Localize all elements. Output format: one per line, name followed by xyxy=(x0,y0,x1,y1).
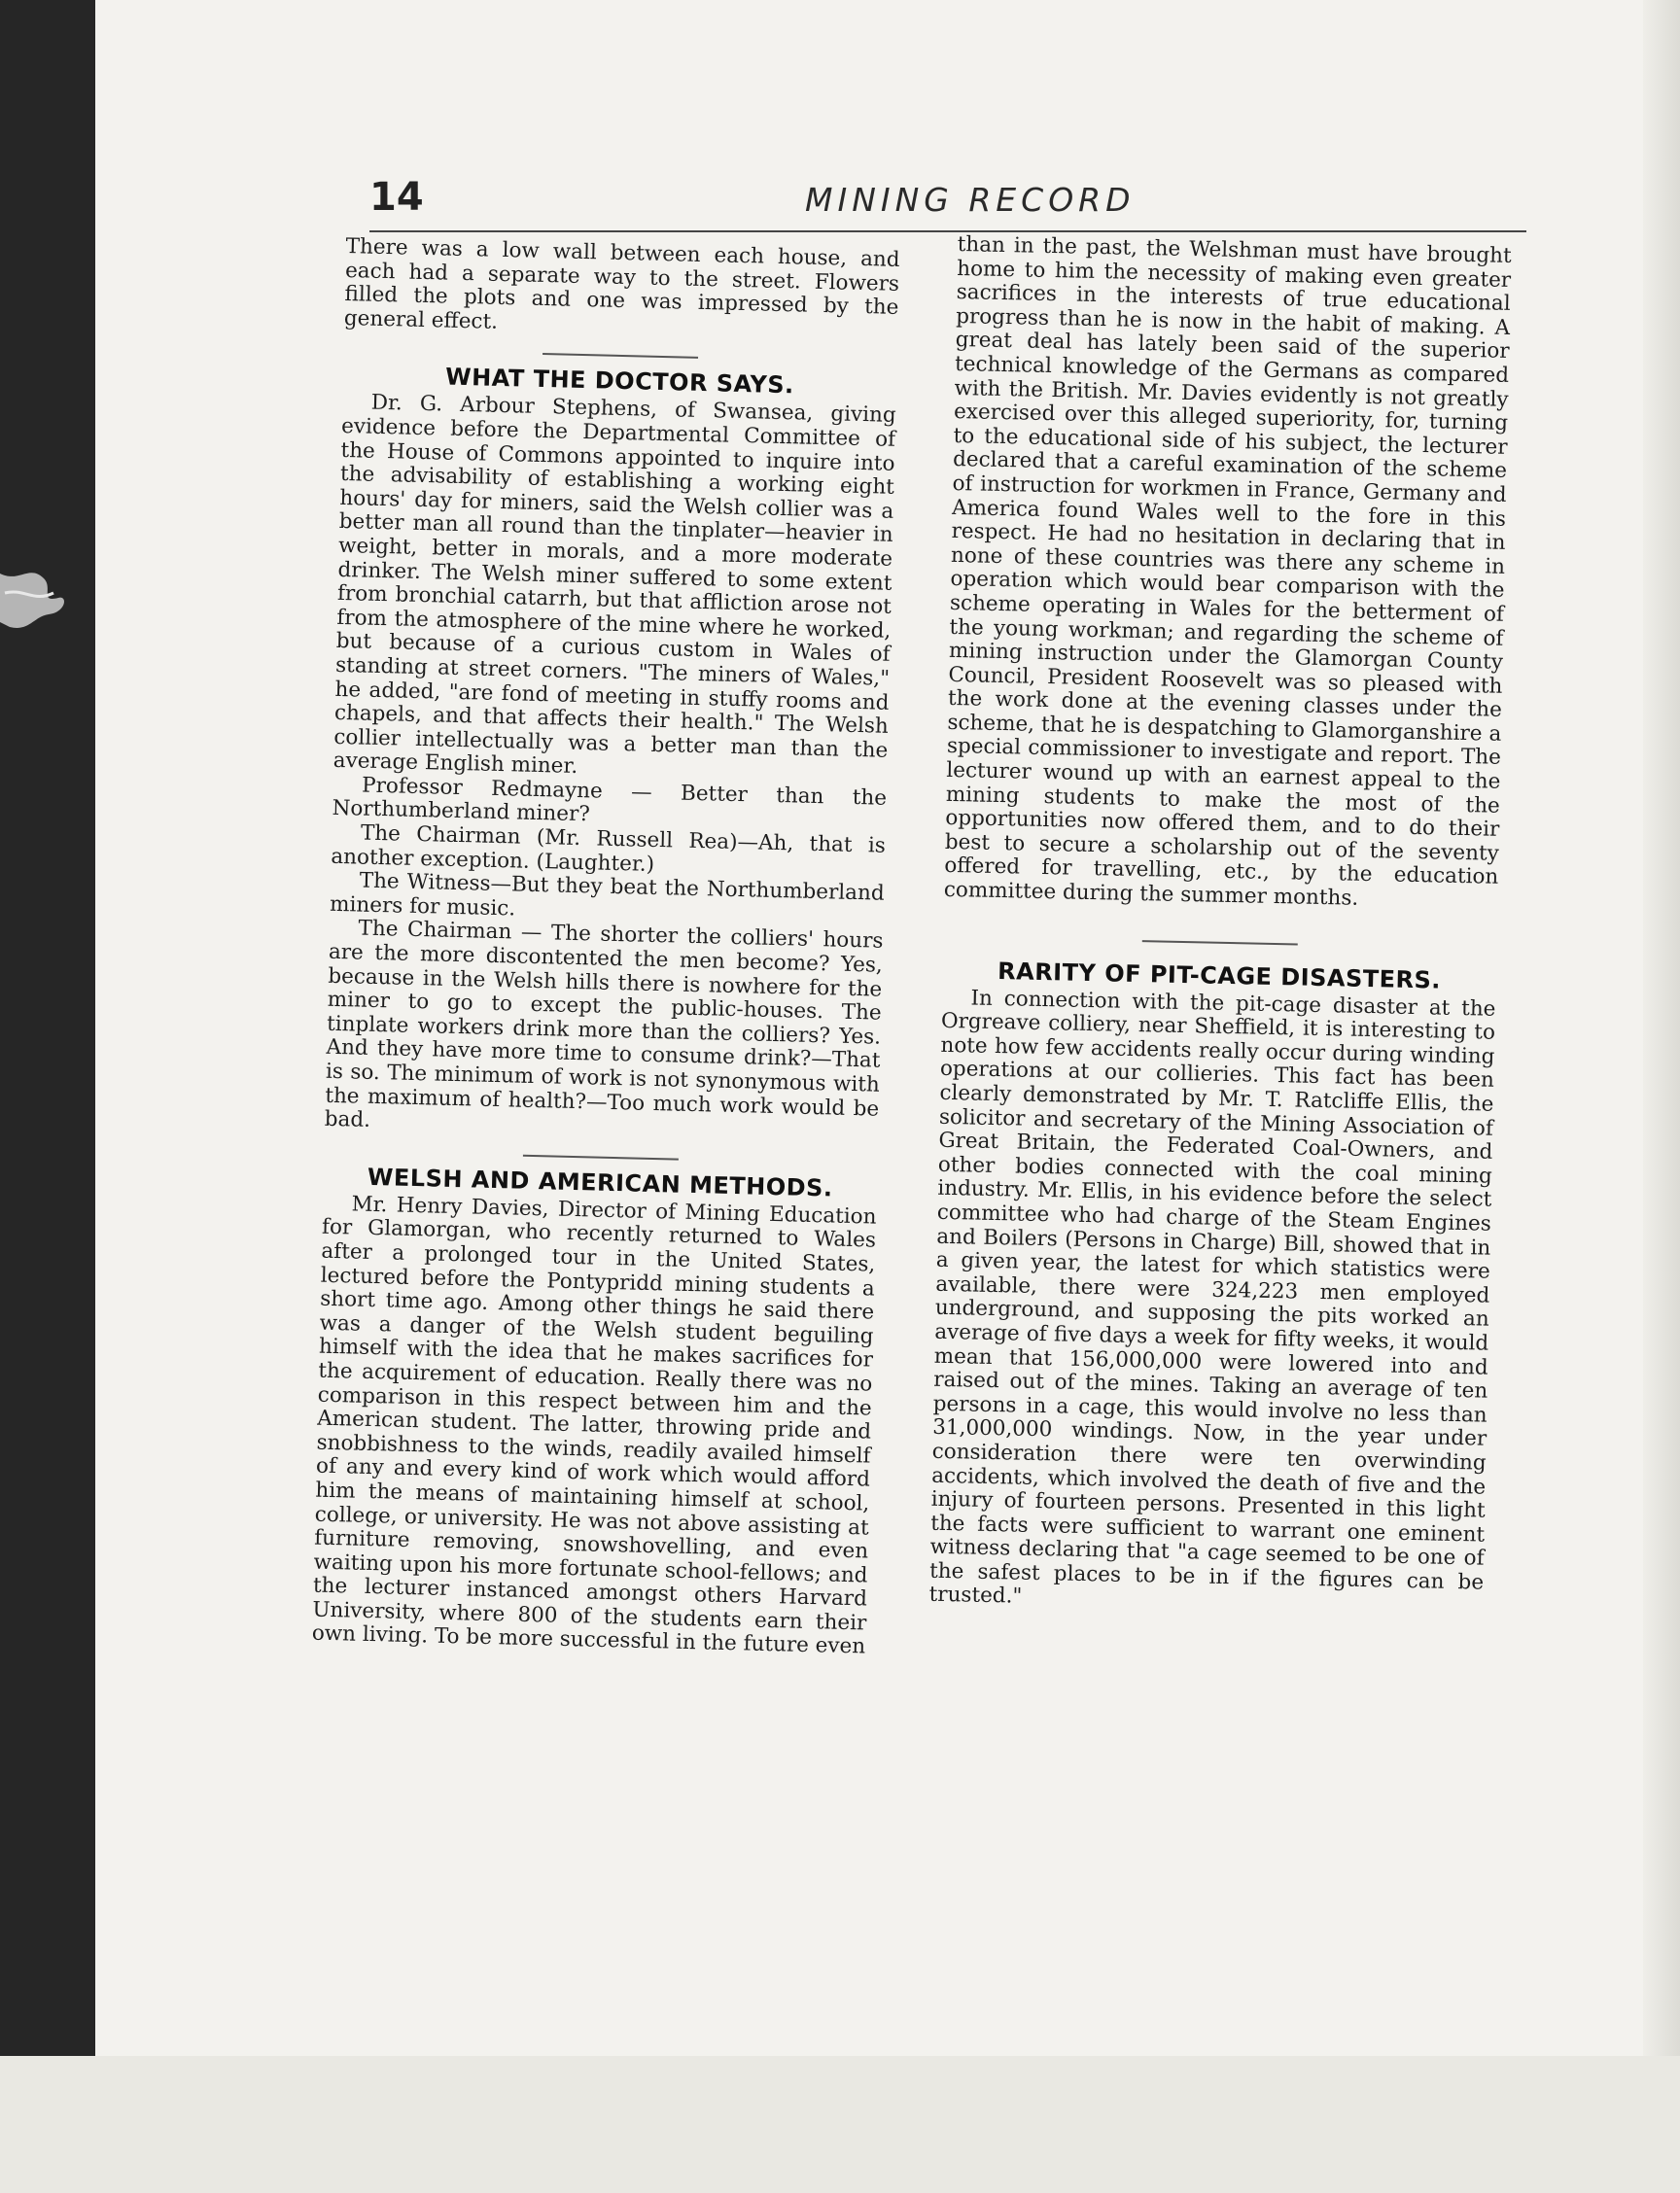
page-header xyxy=(369,175,1507,224)
section-divider xyxy=(542,353,698,359)
section-heading-welsh-american: WELSH AND AMERICAN METHODS. xyxy=(367,1163,833,1202)
paragraph: The Chairman (Mr. Russell Rea)—Ah, that is another exception. (Laughter.) xyxy=(331,820,887,877)
paragraph: The Witness—But they beat the Northumberland miners for music. xyxy=(329,868,885,922)
paragraph: The Chairman — The shorter the colliers' hours are the more discontented the men become? Yes, because in the Welsh hills there is nowhere for the miner to go to except the public-houses. The tinplate workers drink more than the colliers? Yes. And they have more time to consume drink?—That is so. The minimum of work is not synonymous with the maximum of health?—Too much work would be bad. xyxy=(324,916,884,1133)
scan-bottom-margin xyxy=(0,2056,1680,2193)
header-rule xyxy=(369,230,1526,232)
section-heading-doctor: WHAT THE DOCTOR SAYS. xyxy=(444,363,794,400)
paragraph: Dr. G. Arbour Stephens, of Swansea, giving evidence before the Departmental Committee of the House of Commons appointed to inquire into the advisability of establishing a working eight hours' day for miners, said the Welsh collier was a better man all round than the tinplater—heavier in weight, better in morals, and a more moderate drinker. The Welsh miner suffered to some extent from bronchial catarrh, but that affliction arose not from the atmosphere of the mine where he worked, but because of a curious custom in Wales of standing at street corners. "The miners of Wales," he added, "are fond of meeting in stuffy rooms and chapels, and that affects their health." The Welsh collier intellectually was a better man than the average English miner. xyxy=(332,391,896,780)
section-divider xyxy=(1142,940,1298,945)
binding-thread-mark xyxy=(0,544,78,651)
page-number: 14 xyxy=(369,175,424,220)
paragraph: Mr. Henry Davies, Director of Mining Education for Glamorgan, who recently returned to Wales after a prolonged tour in the United States, lectured before the Pontypridd mining students a short time ago. Among other things he said there was a danger of the Welsh student beguiling himself with the idea that he makes sacrifices for the acquirement of education. Really there was no comparison in this respect between him and the American student. The latter, throwing pride and snobbishness to the winds, readily availed himself of any and every kind of work which would afford him the means of maintaining himself at school, college, or university. He was not above assisting at furniture removing, snowshovelling, and even waiting upon his more fortunate school-fellows; and the lecturer instanced amongst others Harvard University, where 800 of the students earn their own living. To be more successful in the future even xyxy=(311,1192,877,1659)
section-divider xyxy=(523,1155,679,1161)
left-column xyxy=(312,235,900,1660)
page-edge xyxy=(1643,0,1680,2193)
scan-border-left xyxy=(0,0,95,2193)
intro-paragraph: There was a low wall between each house, and each had a separate way to the street. Flowers filled the plots and one was impressed by the general effect. xyxy=(343,234,900,334)
section-heading-pit-cage: RARITY OF PIT-CAGE DISASTERS. xyxy=(997,957,1442,994)
continued-paragraph: than in the past, the Welshman must have brought home to him the necessity of making even greater sacrifices in the interests of true educational progress than he is now in the habit of making. A great deal has lately been said of the superior technical knowledge of the Germans as compared with the British. Mr. Davies evidently is not greatly exercised over this alleged superiority, for, turning to the educational side of his subject, the lecturer declared that a careful examination of the scheme of instruction for workmen in France, Germany and America found Wales well to the fore in this respect. He had no hesitation in declaring that in none of these countries was there any scheme in operation which would bear comparison with the scheme operating in Wales for the betterment of the young workman; and regarding the scheme of mining instruction under the Glamorgan County Council, President Roosevelt was so pleased with the work done at the evening classes under the scheme, that he is despatching to Glamorganshire a special commissioner to investigate and report. The lecturer wound up with an earnest appeal to the mining students to make the most of the opportunities now offered them, and to do their best to secure a scholarship out of the seventy offered for travelling, etc., by the education committee during the summer months. xyxy=(943,232,1512,911)
running-head: MINING RECORD xyxy=(805,181,1136,219)
right-column xyxy=(928,233,1511,1619)
paragraph: In connection with the pit-cage disaster at the Orgreave colliery, near Sheffield, it is interesting to note how few accidents really occur during winding operations at our collieries. This fact has been clearly demonstrated by Mr. T. Ratcliffe Ellis, the solicitor and secretary of the Mining Association of Great Britain, the Federated Coal-Owners, and other bodies connected with the coal mining industry. Mr. Ellis, in his evidence before the select committee who had charge of the Steam Engines and Boilers (Persons in Charge) Bill, showed that in a given year, the latest for which statistics were available, there were 324,223 men employed underground, and supposing the pits worked an average of five days a week for fifty weeks, it would mean that 156,000,000 were lowered into and raised out of the mines. Taking an average of ten persons in a cage, this would involve no less than 31,000,000 windings. Now, in the year under consideration there were ten overwinding accidents, which involved the death of five and the injury of fourteen persons. Presented in this light the facts were sufficient to warrant one eminent witness declaring that "a cage seemed to be one of the safest places to be in if the figures can be trusted." xyxy=(928,986,1496,1610)
paragraph: Professor Redmayne — Better than the Northumberland miner? xyxy=(332,773,888,827)
